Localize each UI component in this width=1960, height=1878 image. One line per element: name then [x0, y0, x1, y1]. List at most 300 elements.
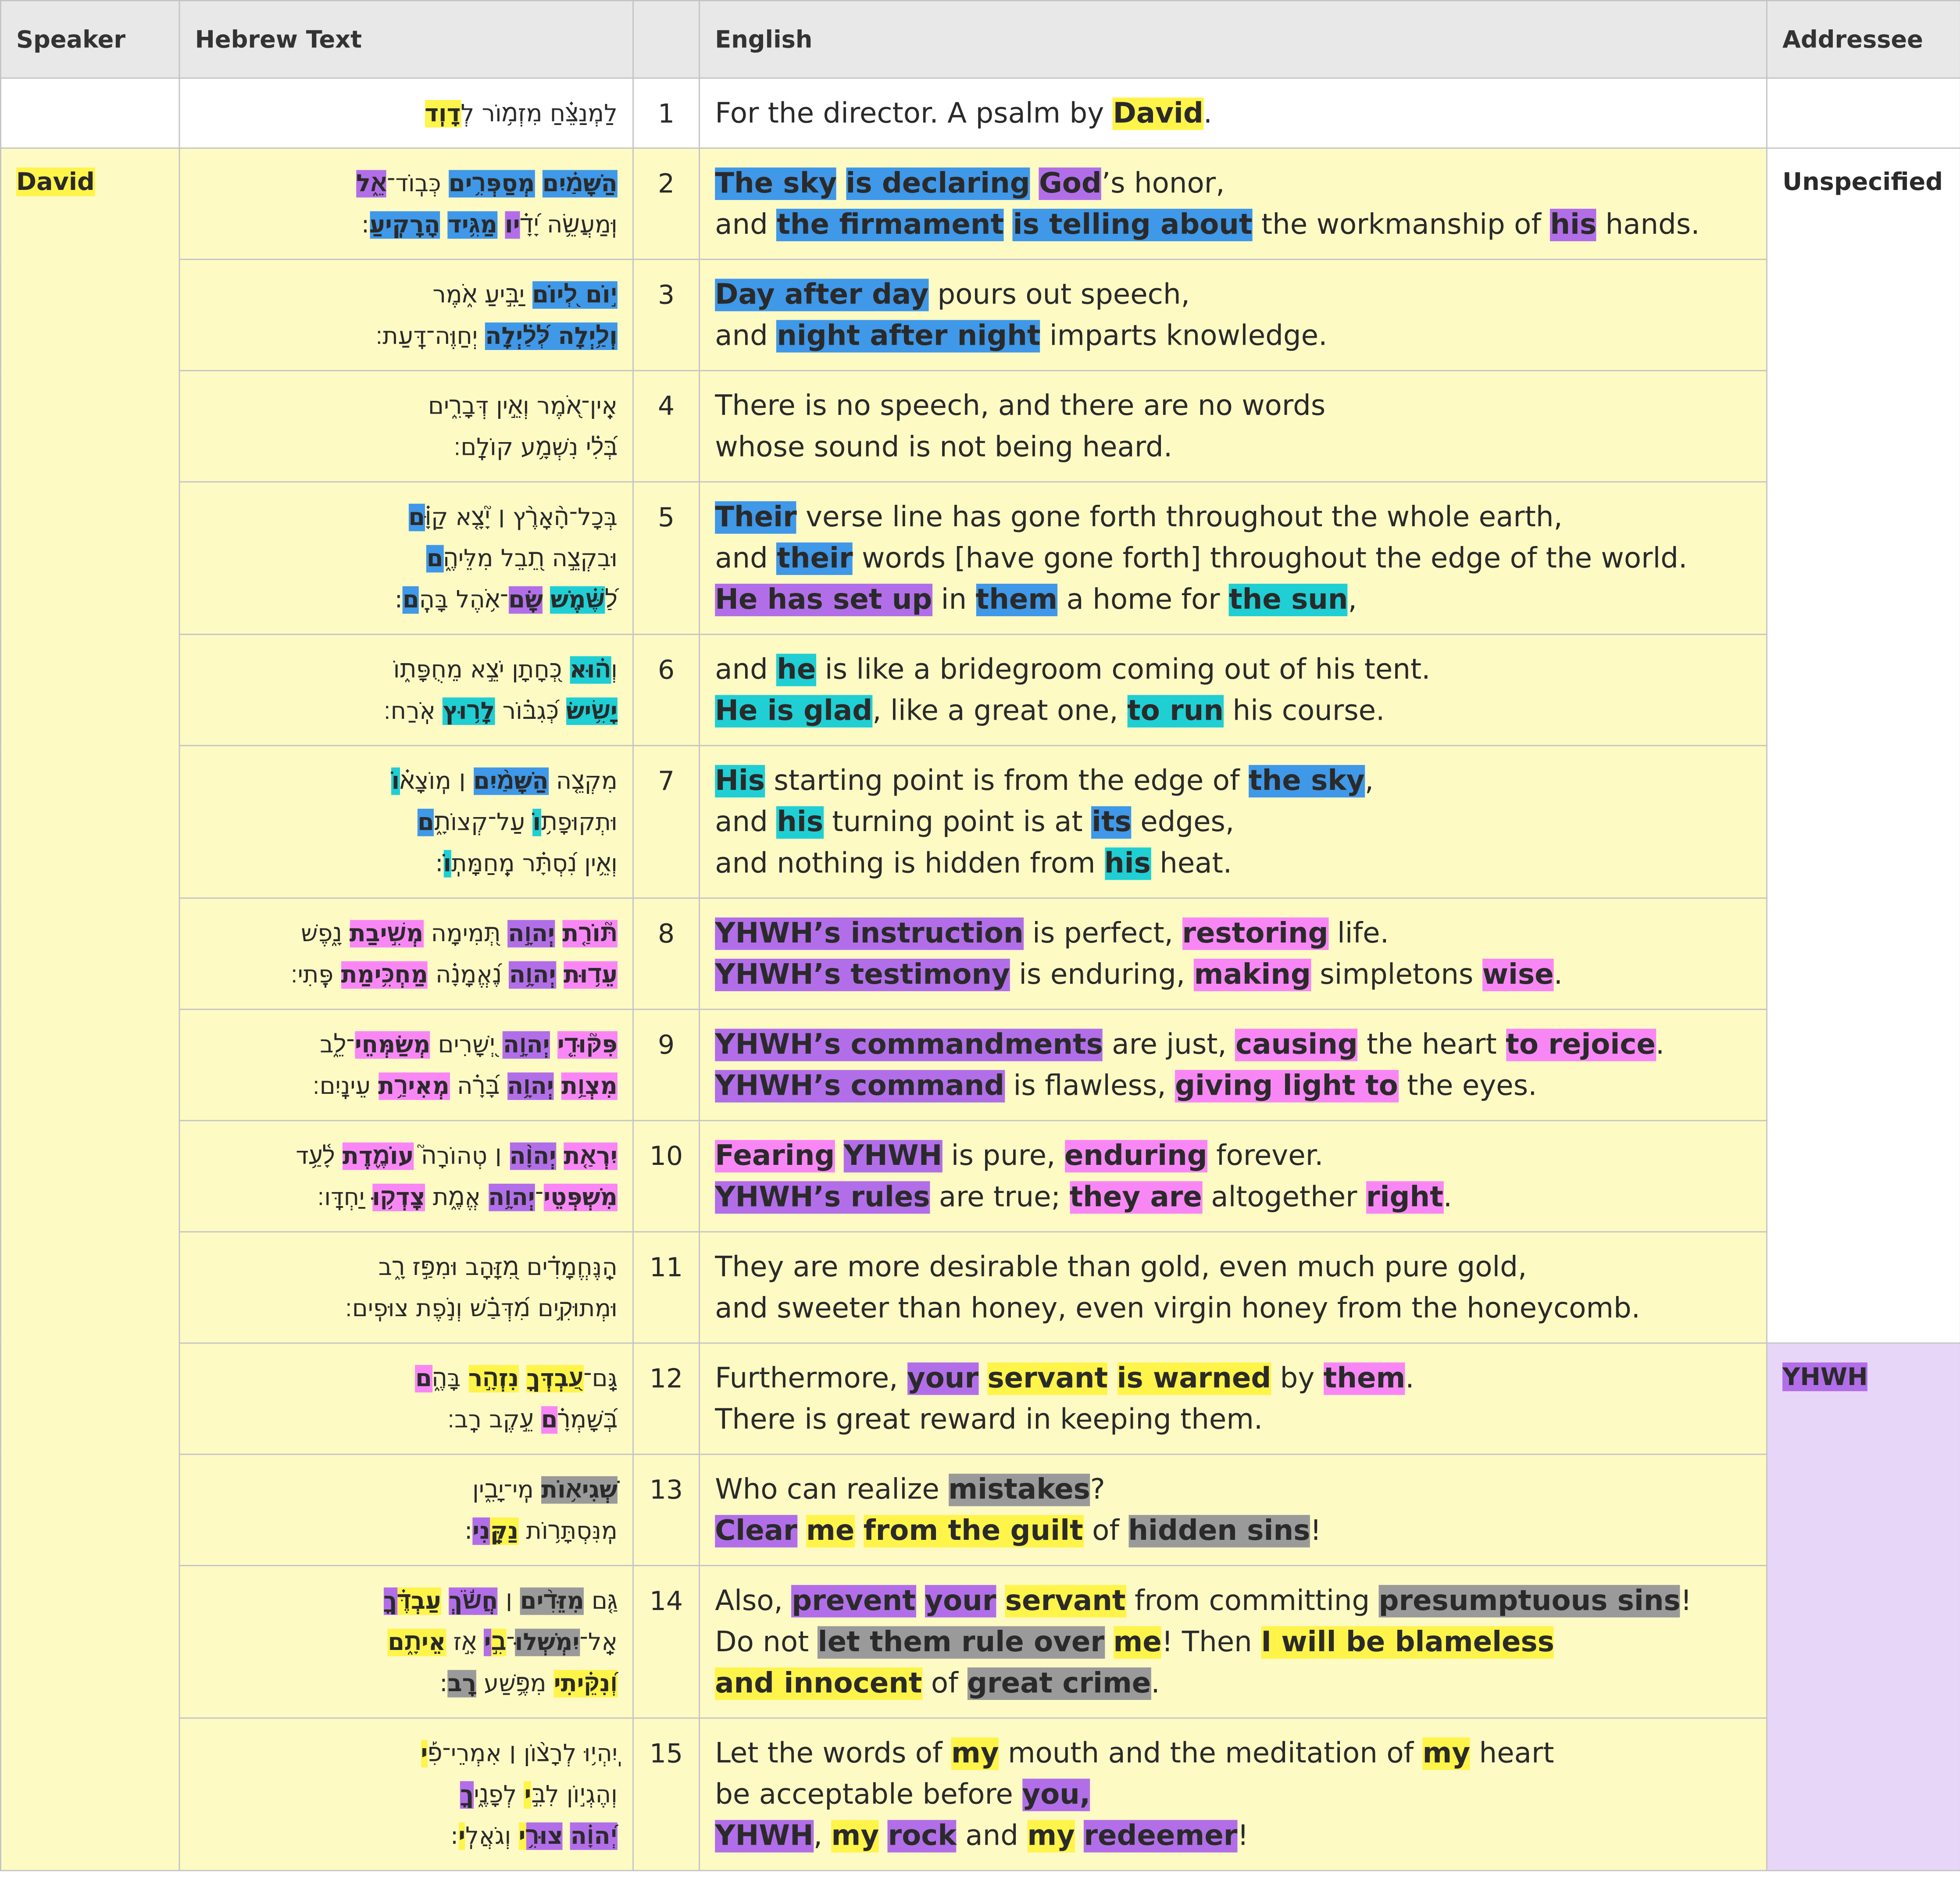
highlighted-phrase: יְהוָ֥ה [509, 961, 556, 989]
highlighted-phrase: וֹ [391, 767, 400, 795]
highlighted-phrase: them [1323, 1362, 1406, 1395]
highlighted-phrase: making [1194, 958, 1311, 992]
verse-row [0, 1718, 1960, 1871]
text-line [195, 650, 618, 691]
text-line [195, 691, 618, 732]
hebrew-text-cell [179, 746, 633, 898]
highlighted-phrase: to run [1127, 695, 1224, 728]
text-line [715, 1622, 1751, 1664]
text-segment [550, 1031, 557, 1059]
hebrew-text-cell [179, 148, 633, 260]
text-segment [1030, 168, 1039, 200]
text-line [715, 1511, 1751, 1553]
text-segment: a home for [1057, 583, 1229, 617]
verse-number: 2 [633, 148, 700, 260]
text-line [195, 955, 618, 996]
text-segment: . [1405, 1362, 1414, 1395]
highlighted-phrase: presumptuous sins [1378, 1585, 1681, 1617]
english-text-cell [700, 78, 1767, 148]
verse-number: 3 [633, 259, 700, 371]
highlighted-phrase: I will be blameless [1261, 1626, 1554, 1659]
highlighted-phrase: his [1550, 208, 1597, 242]
verse-number: 14 [633, 1566, 700, 1718]
highlighted-phrase: right [1366, 1181, 1443, 1214]
text-line [195, 1775, 618, 1816]
highlighted-phrase: י֣וֹם לְ֭יוֹם [532, 281, 618, 309]
hebrew-text-cell [179, 1009, 633, 1121]
text-segment: וּבִקְצֵ֣ה תֵ֭בֵל מִלֵּיהֶ֑ [443, 545, 618, 573]
text-segment: and sweeter than honey, even virgin honey from the honeycomb. [715, 1292, 1641, 1325]
text-segment: אֱמֶ֑ת [425, 1183, 489, 1211]
text-segment [519, 1365, 526, 1392]
highlighted-phrase: David [1113, 97, 1203, 130]
text-segment: ׀ [498, 1587, 520, 1615]
text-segment: There is great reward in keeping them. [715, 1403, 1263, 1436]
hebrew-text-cell [179, 482, 633, 635]
highlighted-phrase: צָֽדְק֥וּ [372, 1183, 425, 1211]
text-segment: his course. [1224, 695, 1385, 728]
text-segment: ! [1310, 1515, 1322, 1548]
text-segment: is flawless, [1004, 1070, 1175, 1103]
text-segment: ־ [535, 1183, 544, 1211]
header-speaker: Speaker [0, 0, 179, 78]
text-segment: and [715, 806, 777, 839]
text-segment: whose sound is not being heard. [715, 431, 1173, 464]
text-segment: life. [1328, 917, 1389, 950]
text-segment: וְהֶגְי֣וֹן לִבִּ֣ [531, 1781, 618, 1809]
text-segment: מִקְצֵ֤ה [548, 767, 618, 795]
hebrew-text-cell [179, 634, 633, 746]
text-segment [441, 1588, 449, 1615]
text-segment: verse line has gone forth throughout the whole earth, [796, 501, 1563, 534]
text-line [715, 1247, 1751, 1289]
highlighted-phrase: יְהוָ֥ה [507, 1072, 554, 1100]
highlighted-phrase: my [1027, 1820, 1075, 1853]
hebrew-text-cell [179, 78, 633, 148]
highlighted-phrase: restoring [1182, 917, 1328, 950]
text-segment: יְחַוֶּה־דָּֽעַת׃ [375, 322, 486, 350]
highlighted-phrase: the sky [1248, 765, 1365, 798]
highlighted-phrase: הַשָּׁמַ֨יִם [473, 767, 549, 795]
highlighted-phrase: הָרָקִֽיעַ [369, 211, 440, 239]
highlighted-phrase: He has set up [715, 583, 932, 617]
highlighted-phrase: let them rule over [818, 1626, 1105, 1659]
highlighted-phrase: תּ֘וֹרַ֤ת [562, 920, 618, 948]
text-segment: : [394, 586, 403, 614]
highlighted-phrase: י [524, 1781, 532, 1809]
text-segment: is like a bridegroom coming out of his tent. [816, 653, 1431, 686]
highlighted-phrase: its [1091, 806, 1132, 839]
highlighted-phrase: מְשִׁ֣יבַת [349, 920, 424, 948]
text-segment: imparts knowledge. [1040, 320, 1328, 353]
text-segment: and [715, 542, 777, 575]
text-segment: נֶ֝אֱמָנָ֗ה [428, 961, 509, 989]
highlighted-phrase: night after night [777, 320, 1041, 353]
english-text-cell [700, 148, 1767, 260]
text-segment: וְגֹאֲלִֽ [465, 1822, 519, 1850]
text-segment: is perfect, [1023, 917, 1182, 950]
text-line [195, 1734, 618, 1775]
verse-number: 5 [633, 482, 700, 635]
highlighted-phrase: ם [418, 808, 434, 836]
text-line [715, 1581, 1751, 1622]
english-text-cell [700, 259, 1767, 371]
text-line [715, 316, 1751, 357]
highlighted-phrase: יָשִׂ֥ישׂ [566, 697, 618, 725]
verse-rows [0, 78, 1960, 1871]
highlighted-phrase: י [421, 1740, 428, 1767]
text-segment [879, 1820, 888, 1853]
text-line [715, 1178, 1751, 1219]
addressee-cell [1767, 148, 1960, 1343]
highlighted-phrase: הַשָּׁמַ֗יִם [542, 170, 618, 198]
text-line [715, 1775, 1751, 1816]
text-line [195, 539, 618, 580]
text-line [715, 761, 1751, 803]
verse-row [0, 78, 1960, 148]
text-segment: . [1553, 958, 1563, 992]
hebrew-text-cell [179, 1718, 633, 1871]
highlighted-phrase: me [806, 1515, 855, 1548]
verse-row [0, 1232, 1960, 1343]
text-segment: כְּבֽוֹד־ [386, 170, 449, 198]
highlighted-phrase: my [1422, 1737, 1471, 1770]
text-line [715, 1734, 1751, 1775]
text-segment: pours out speech, [928, 278, 1190, 311]
text-segment [543, 586, 550, 614]
text-segment: עֵ֣קֶב רָֽב׃ [447, 1406, 541, 1434]
english-text-cell [700, 1566, 1767, 1718]
highlighted-phrase: ךָ [383, 1587, 397, 1615]
hebrew-text-cell [179, 371, 633, 482]
verse-number: 8 [633, 898, 700, 1010]
text-segment: . [1151, 1667, 1160, 1700]
highlighted-phrase: servant [1005, 1585, 1126, 1617]
text-segment: from committing [1125, 1585, 1379, 1617]
highlighted-phrase: עַבְדֶּ֗ [397, 1587, 442, 1615]
highlighted-phrase: they are [1069, 1181, 1202, 1214]
text-segment: כְּ֝גִבּ֗וֹר [495, 697, 567, 725]
text-line [195, 1066, 618, 1107]
highlighted-phrase: חֲשֹׂ֬ךְ [449, 1587, 498, 1615]
highlighted-phrase: his [1104, 847, 1151, 880]
text-line [715, 428, 1751, 469]
text-segment: turning point is at [823, 806, 1092, 839]
text-segment [555, 920, 562, 948]
highlighted-phrase: לָר֥וּץ [443, 697, 495, 725]
text-segment [797, 1515, 806, 1547]
header-row [0, 0, 1960, 78]
verse-row [0, 371, 1960, 482]
text-segment: the workmanship of [1252, 208, 1550, 242]
text-segment: Also, [715, 1585, 792, 1617]
highlighted-phrase: enduring [1064, 1140, 1207, 1173]
highlighted-phrase: mistakes [948, 1474, 1090, 1507]
text-segment: Let the words of [715, 1737, 952, 1770]
highlighted-phrase: יְהוָ֣ה [503, 1031, 550, 1059]
highlighted-phrase: YHWH’s instruction [715, 917, 1024, 950]
text-segment [535, 170, 542, 198]
text-segment: ? [1090, 1474, 1105, 1507]
highlighted-phrase: YHWH’s testimony [715, 958, 1010, 992]
text-segment: are just, [1103, 1028, 1236, 1061]
text-segment: , [1348, 583, 1357, 617]
addressee-cell [1767, 78, 1960, 148]
highlighted-phrase: ם [415, 1365, 432, 1392]
text-line [195, 428, 618, 469]
text-segment: וּתְקוּפָת֥ [541, 808, 618, 836]
highlighted-phrase: he [777, 653, 816, 686]
text-segment [1104, 1626, 1113, 1659]
text-segment: and [715, 208, 777, 242]
highlighted-phrase: God [1039, 167, 1102, 200]
highlighted-phrase: שֶּׁ֗מֶשׁ [550, 586, 605, 614]
text-segment: the eyes. [1398, 1070, 1537, 1103]
highlighted-phrase: ם [408, 503, 425, 532]
text-line [195, 275, 618, 316]
text-segment: בְּ֝לִ֗י נִשְׁמָ֥ע קוֹלָֽם׃ [453, 433, 618, 461]
addressee-label: YHWH [1782, 1362, 1868, 1392]
text-segment: אֹֽרַח׃ [383, 697, 443, 725]
hebrew-text-cell [179, 1566, 633, 1718]
text-line [715, 1470, 1751, 1511]
text-segment: גַּ֤ם [584, 1587, 618, 1615]
english-text-cell [700, 1343, 1767, 1454]
verse-row [0, 898, 1960, 1010]
text-segment: אַֽל־ [579, 1628, 618, 1657]
english-text-cell [700, 1232, 1767, 1343]
english-text-cell [700, 898, 1767, 1010]
text-segment: ־ [506, 1628, 515, 1657]
text-segment: לָ֫עַ֥ד [296, 1142, 343, 1170]
text-segment: are true; [930, 1181, 1070, 1214]
english-text-cell [700, 1454, 1767, 1566]
text-segment: : [439, 1670, 448, 1698]
text-segment: is pure, [942, 1140, 1064, 1173]
highlighted-phrase: עוֹמֶ֪דֶת [342, 1142, 414, 1170]
text-line [195, 1178, 618, 1219]
text-segment: ׀ מֽוֹצָא֗ [400, 767, 474, 795]
highlighted-phrase: שְׁגִיא֥וֹת [541, 1476, 618, 1504]
highlighted-phrase: יִרְאַ֤ת [564, 1142, 618, 1170]
text-segment [563, 1822, 571, 1850]
text-segment: heat. [1150, 847, 1232, 880]
verse-row [0, 482, 1960, 635]
highlighted-phrase: Their [715, 501, 797, 534]
english-text-cell [700, 482, 1767, 635]
text-line [195, 1511, 618, 1553]
highlighted-phrase: י [518, 1822, 526, 1850]
text-segment: מִֽנִּסְתָּר֥וֹת [518, 1517, 618, 1545]
highlighted-phrase: YHWH [715, 1820, 814, 1853]
highlighted-phrase: prevent [792, 1585, 916, 1617]
text-segment: ’s honor, [1101, 167, 1225, 200]
highlighted-phrase: is warned [1117, 1362, 1271, 1395]
text-segment: וְ [611, 656, 618, 684]
text-line [715, 539, 1751, 580]
verse-number: 1 [633, 78, 700, 148]
text-segment [978, 1363, 987, 1395]
highlighted-phrase: Day after day [715, 278, 929, 311]
highlighted-phrase: your [925, 1585, 996, 1617]
highlighted-phrase: מַגִּ֥יד [448, 211, 497, 239]
highlighted-phrase: שָֽׂם [508, 586, 543, 614]
text-segment: is enduring, [1010, 958, 1194, 992]
text-segment [854, 1515, 863, 1547]
highlighted-phrase: רָֽב [447, 1670, 477, 1698]
text-segment [556, 961, 564, 989]
text-segment [440, 211, 448, 239]
text-segment: altogether [1202, 1181, 1366, 1214]
text-segment: : [361, 211, 370, 239]
text-line [195, 1581, 618, 1622]
text-line [715, 1066, 1751, 1107]
highlighted-phrase: ם [541, 1406, 558, 1434]
text-segment: be acceptable before [715, 1778, 1022, 1811]
text-segment [1075, 1820, 1084, 1853]
verse-number: 7 [633, 746, 700, 898]
verse-row [0, 1566, 1960, 1718]
verse-number: 6 [633, 634, 700, 746]
text-segment: יִֽהְי֥וּ לְרָצ֨וֹן ׀ אִמְרֵי־פִ֡ [428, 1740, 618, 1767]
highlighted-phrase: ה֗וּא [569, 656, 611, 684]
text-segment: לַמְנַצֵּ֗חַ מִזְמ֥וֹר לְ [461, 100, 618, 128]
text-segment: יַחְדָּֽו׃ [317, 1183, 372, 1211]
text-line [195, 1470, 618, 1511]
text-line [195, 497, 618, 539]
text-line [195, 164, 618, 205]
text-segment: of [1083, 1515, 1128, 1548]
text-segment: , [1364, 765, 1374, 798]
text-segment: by [1271, 1362, 1324, 1395]
text-segment: Do not [715, 1626, 818, 1659]
verse-number: 12 [633, 1343, 700, 1454]
text-segment: ־אֹ֥הֶל בָּהֶֽ [419, 586, 509, 614]
text-segment: forever. [1207, 1140, 1324, 1173]
highlighted-phrase: מְאִירַ֥ת [378, 1072, 450, 1100]
highlighted-phrase: servant [987, 1362, 1108, 1395]
text-line [715, 650, 1751, 691]
text-segment [497, 211, 505, 239]
highlighted-phrase: my [951, 1737, 999, 1770]
text-line [195, 1359, 618, 1400]
text-segment: . [1655, 1028, 1665, 1061]
text-segment: בָּהֶ֑ [432, 1365, 468, 1392]
text-line [715, 1400, 1751, 1441]
text-segment: ! Then [1161, 1626, 1261, 1659]
text-segment: Furthermore, [715, 1362, 907, 1395]
text-segment: words [have gone forth] throughout the edge of the world. [853, 542, 1688, 575]
text-segment: starting point is from the edge of [765, 765, 1249, 798]
text-line [195, 1622, 618, 1664]
verse-row [0, 148, 1960, 260]
highlighted-phrase: ם [402, 586, 419, 614]
highlighted-phrase: ךָ [460, 1781, 474, 1809]
text-line [715, 275, 1751, 316]
text-line [715, 844, 1751, 885]
highlighted-phrase: אֵיתָ֑ם [388, 1628, 446, 1657]
highlighted-phrase: מַחְכִּ֥ימַת [341, 961, 428, 989]
text-segment [996, 1585, 1005, 1617]
text-segment [554, 1072, 561, 1100]
text-segment: : [450, 1822, 459, 1850]
text-segment: הַֽנֶּחֱמָדִ֗ים מִ֭זָּהָב וּמִפַּ֣ז רָ֑ב [378, 1253, 618, 1282]
hebrew-text-cell [179, 1232, 633, 1343]
verse-row [0, 259, 1960, 371]
text-segment: There is no speech, and there are no words [715, 390, 1326, 423]
highlighted-phrase: מְשַׂמְּחֵי [354, 1031, 431, 1059]
highlighted-phrase: causing [1235, 1028, 1358, 1061]
text-line [195, 1025, 618, 1066]
text-segment: יְ֭שָׁרִים [430, 1031, 503, 1059]
highlighted-phrase: my [831, 1820, 879, 1853]
text-segment: מִפֶּ֥שַׁע [476, 1670, 554, 1698]
text-segment: and nothing is hidden from [715, 847, 1105, 880]
highlighted-phrase: hidden sins [1128, 1515, 1310, 1548]
header-addressee: Addressee [1767, 0, 1960, 78]
text-segment: מִֽי־יָבִ֑ין [472, 1476, 542, 1504]
highlighted-phrase: from the guilt [863, 1515, 1083, 1548]
text-line [195, 1400, 618, 1441]
text-segment: עַל־קְצוֹתָ֑ [434, 808, 533, 836]
highlighted-phrase: מִצְוַ֥ת [561, 1072, 618, 1100]
text-line [195, 761, 618, 803]
text-line [195, 94, 618, 135]
header-verse-number [633, 0, 700, 78]
highlighted-phrase: וְ֝נִקֵּ֗יתִי [553, 1670, 618, 1698]
text-segment: simpletons [1310, 958, 1482, 992]
text-segment: heart [1470, 1737, 1554, 1770]
verse-number: 10 [633, 1121, 700, 1232]
text-line [715, 955, 1751, 996]
text-segment: עֵינָֽיִם׃ [312, 1072, 378, 1100]
text-line [195, 1289, 618, 1330]
header-english: English [700, 0, 1767, 78]
verse-row [0, 634, 1960, 746]
text-segment: נָ֑פֶשׁ [301, 920, 350, 948]
highlighted-phrase: the firmament [777, 208, 1004, 242]
verse-number: 13 [633, 1454, 700, 1566]
highlighted-phrase: Fearing [715, 1140, 835, 1173]
highlighted-phrase: YHWH’s rules [715, 1181, 930, 1214]
text-segment: בָּ֝רָ֗ה [449, 1072, 507, 1100]
text-line [715, 1359, 1751, 1400]
hebrew-text-cell [179, 259, 633, 371]
highlighted-phrase: נִי [472, 1517, 490, 1545]
highlighted-phrase: יְ֝הוָ֗ה [570, 1822, 618, 1850]
text-line [715, 497, 1751, 539]
text-segment [1004, 209, 1013, 241]
highlighted-phrase: וֹ [443, 850, 452, 878]
english-text-cell [700, 634, 1767, 746]
text-segment: תְּ֭מִימָה [423, 920, 508, 948]
highlighted-phrase: וֹ [532, 808, 541, 836]
header-hebrew: Hebrew Text [179, 0, 633, 78]
english-text-cell [700, 371, 1767, 482]
text-segment: ׀ טְהוֹרָה֮ [414, 1142, 510, 1170]
verse-number: 4 [633, 371, 700, 482]
highlighted-phrase: YHWH’s commandments [715, 1028, 1103, 1061]
text-segment [556, 1143, 564, 1170]
text-segment: בְּכָל־הָ֨אָרֶ֨ץ ׀ יָ֘צָ֤א קַוָּ֗ [425, 503, 618, 532]
text-segment [835, 1140, 843, 1172]
text-segment: and [715, 653, 777, 686]
highlighted-phrase: אֵ֑ל [356, 170, 387, 198]
text-segment: hands. [1596, 208, 1700, 242]
text-segment [1108, 1363, 1117, 1395]
highlighted-phrase: and innocent [715, 1667, 922, 1700]
highlighted-phrase: עַ֭בְדְּךָ [526, 1365, 584, 1392]
